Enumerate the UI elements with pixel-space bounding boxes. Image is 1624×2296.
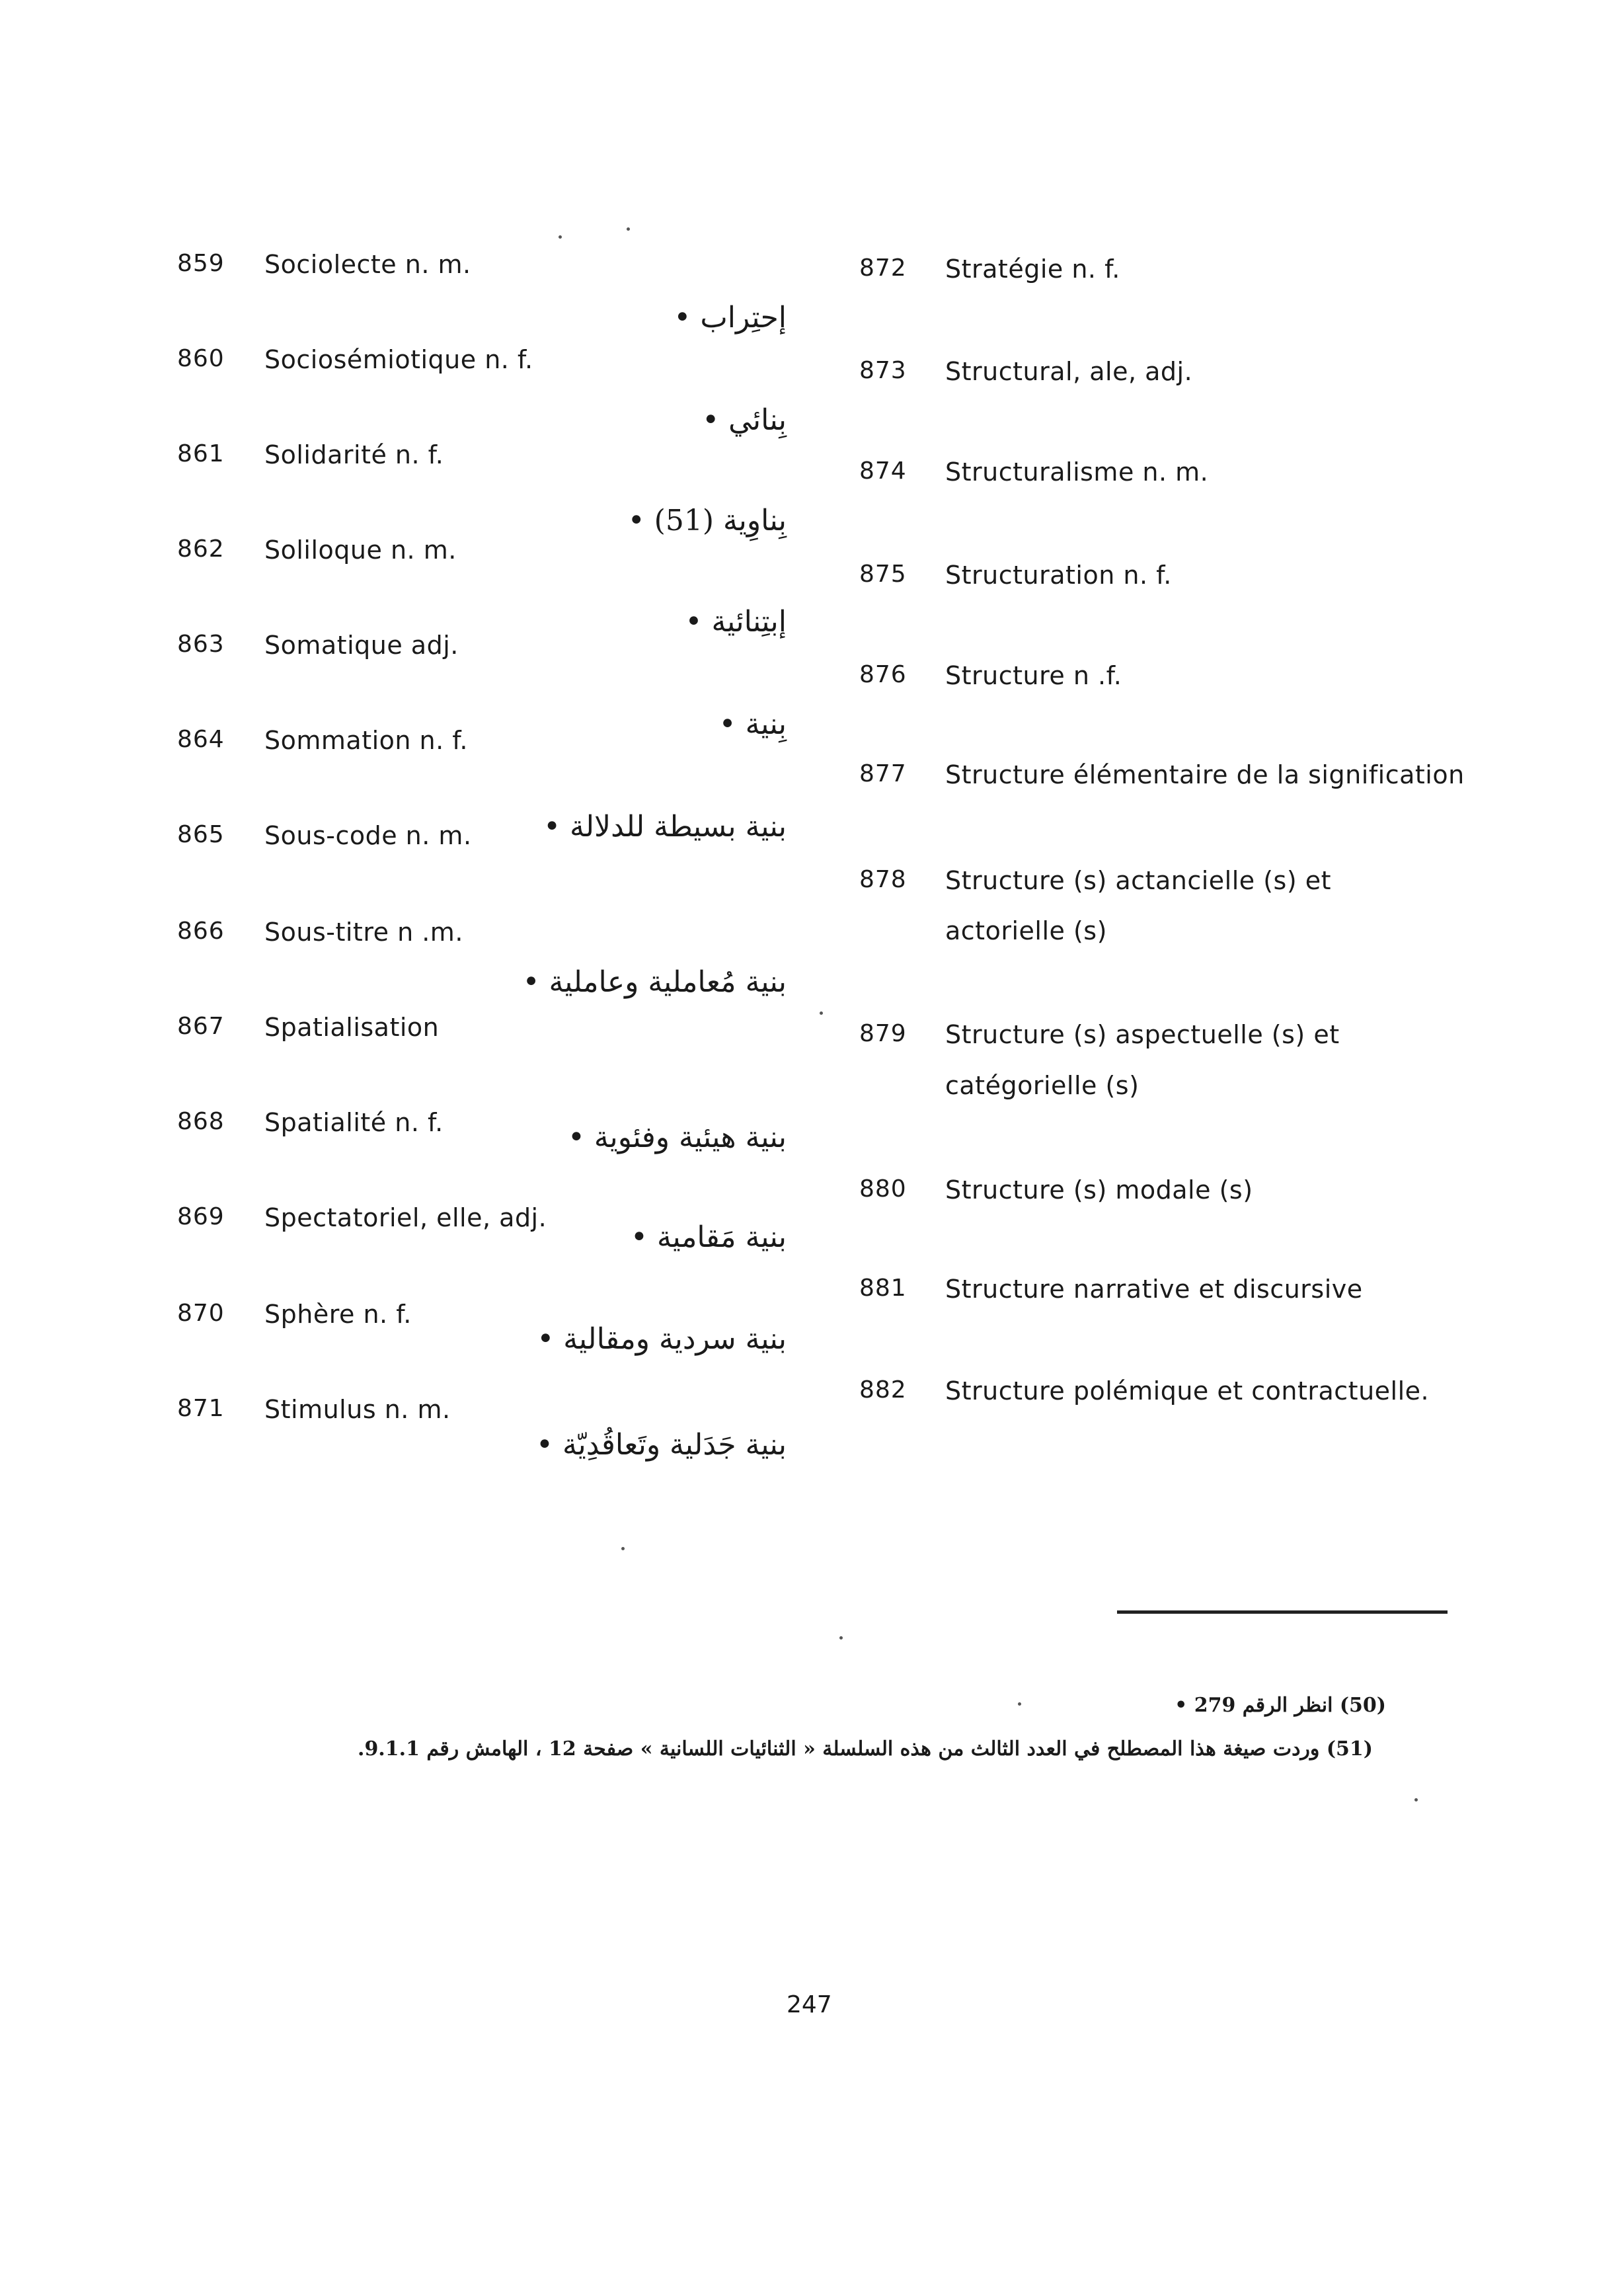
french-term: Sociosémiotique n. f. xyxy=(264,345,533,374)
entry-number: 866 xyxy=(177,918,225,945)
arabic-term: إحتِراب • xyxy=(674,301,787,335)
footnote-51: (51) وردت صيغة هذا المصطلح في العدد الثالث من هذه السلسلة « الثنائيات اللسانية » صفحة 12 ، الهامش رقم 9.1.1. xyxy=(357,1737,1373,1761)
french-term: Structure n .f. xyxy=(945,661,1122,690)
french-term: Sociolecte n. m. xyxy=(264,250,471,279)
french-term: Sous-titre n .m. xyxy=(264,918,463,947)
entry-number: 859 xyxy=(177,250,225,277)
french-term: Solidarité n. f. xyxy=(264,440,444,469)
entry-number: 869 xyxy=(177,1203,225,1230)
entry-number: 868 xyxy=(177,1108,225,1135)
entry-number: 874 xyxy=(859,457,907,485)
french-term: Somatique adj. xyxy=(264,631,459,660)
entry-number: 879 xyxy=(859,1020,907,1047)
entry-number: 880 xyxy=(859,1175,907,1203)
french-term-continued: actorielle (s) xyxy=(945,916,1107,945)
arabic-term: بِنية • xyxy=(718,707,787,741)
french-term: Structure (s) aspectuelle (s) et xyxy=(945,1020,1340,1049)
arabic-term: بِنائي • xyxy=(702,403,787,437)
french-term: Spatialisation xyxy=(264,1013,440,1042)
french-term: Sphère n. f. xyxy=(264,1300,412,1329)
scan-speck xyxy=(621,1547,625,1550)
arabic-term: إبتِنائية • xyxy=(685,605,787,639)
entry-number: 865 xyxy=(177,821,225,848)
french-term: Sommation n. f. xyxy=(264,726,468,755)
footnote-50: (50) انظر الرقم 279 • xyxy=(1175,1694,1386,1717)
entry-number: 864 xyxy=(177,726,225,753)
entry-number: 867 xyxy=(177,1013,225,1040)
entry-number: 870 xyxy=(177,1300,225,1327)
french-term: Structure polémique et contractuelle. xyxy=(945,1376,1430,1405)
arabic-term: بنية بسيطة للدلالة • xyxy=(543,810,787,844)
scan-speck xyxy=(1414,1798,1418,1801)
french-term: Stratégie n. f. xyxy=(945,255,1120,284)
scan-speck xyxy=(839,1636,843,1640)
french-term: Structure narrative et discursive xyxy=(945,1275,1363,1304)
french-term: Soliloque n. m. xyxy=(264,535,457,565)
french-term: Spectatoriel, elle, adj. xyxy=(264,1203,547,1232)
entry-number: 882 xyxy=(859,1376,907,1404)
french-term: Structure élémentaire de la signification xyxy=(945,760,1465,789)
arabic-term: بنية جَدَلية وتَعاقُدِيّة • xyxy=(536,1428,787,1462)
scan-speck xyxy=(627,227,630,231)
entry-number: 875 xyxy=(859,561,907,588)
french-term: Structural, ale, adj. xyxy=(945,357,1193,386)
entry-number: 871 xyxy=(177,1395,225,1422)
entry-number: 863 xyxy=(177,631,225,658)
entry-number: 861 xyxy=(177,440,225,467)
french-term: Structure (s) modale (s) xyxy=(945,1175,1253,1205)
entry-number: 881 xyxy=(859,1275,907,1302)
french-term: Spatialité n. f. xyxy=(264,1108,444,1137)
french-term: Structure (s) actancielle (s) et xyxy=(945,866,1332,895)
scan-speck xyxy=(820,1011,823,1015)
arabic-term: بِناوِية (51) • xyxy=(627,504,787,537)
french-term: Stimulus n. m. xyxy=(264,1395,451,1424)
french-term: Structuralisme n. m. xyxy=(945,457,1209,487)
arabic-term: بنية مُعاملية وعاملية • xyxy=(522,965,787,999)
entry-number: 876 xyxy=(859,661,907,688)
french-term: Structuration n. f. xyxy=(945,561,1172,590)
footnote-separator xyxy=(1117,1610,1448,1614)
scan-speck xyxy=(559,235,562,239)
scan-speck xyxy=(1018,1702,1021,1706)
entry-number: 872 xyxy=(859,255,907,282)
french-term: Sous-code n. m. xyxy=(264,821,472,850)
arabic-term: بنية هيئية وفئوية • xyxy=(567,1121,787,1154)
entry-number: 873 xyxy=(859,357,907,384)
entry-number: 860 xyxy=(177,345,225,372)
entry-number: 862 xyxy=(177,535,225,563)
french-term-continued: catégorielle (s) xyxy=(945,1071,1140,1100)
entry-number: 877 xyxy=(859,760,907,787)
page-number: 247 xyxy=(787,1991,832,2018)
entry-number: 878 xyxy=(859,866,907,893)
arabic-term: بنية سردية ومقالية • xyxy=(537,1322,787,1356)
arabic-term: بنية مَقامية • xyxy=(631,1220,787,1254)
